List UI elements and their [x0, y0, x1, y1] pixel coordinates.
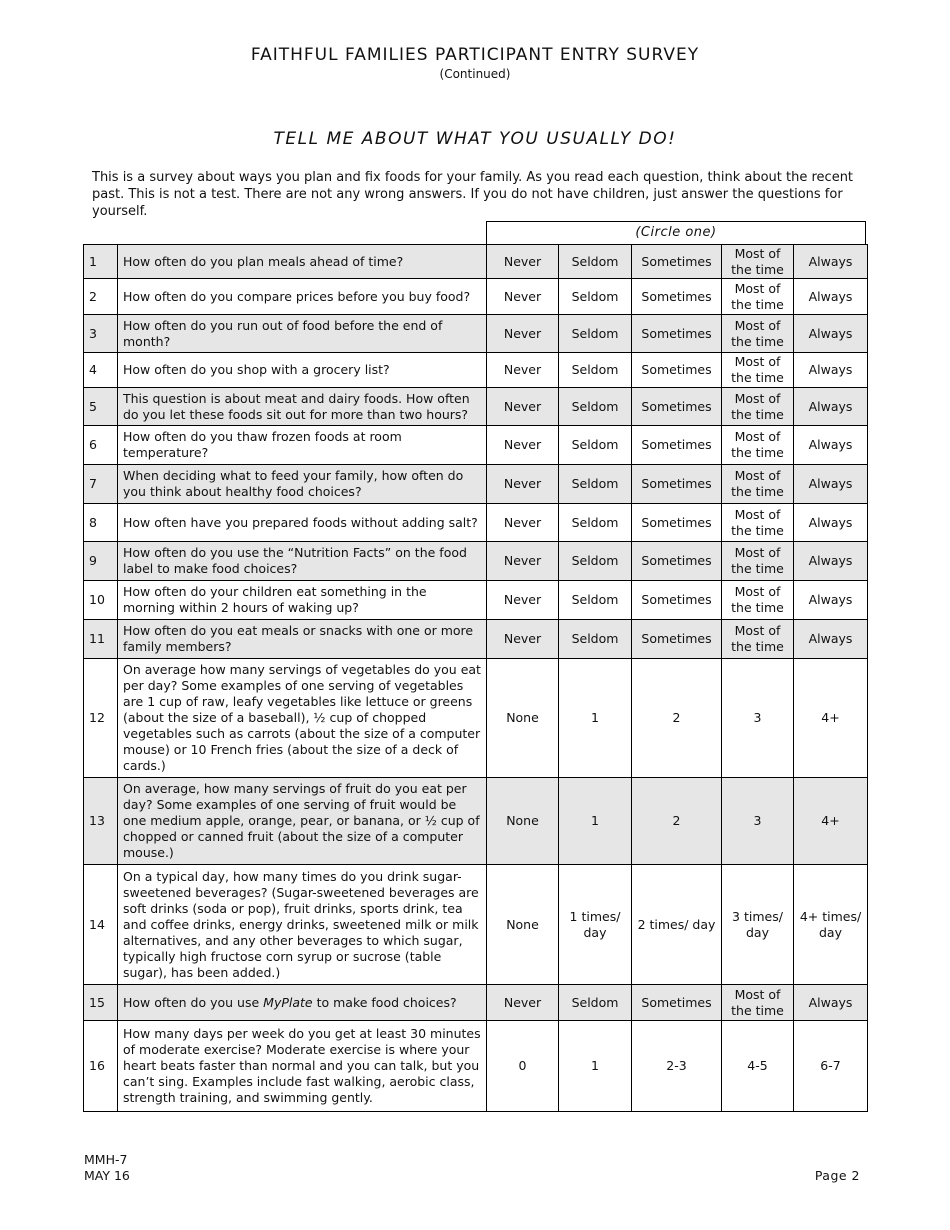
answer-option[interactable]: Most of the time — [722, 542, 794, 581]
footer-form-info — [84, 1152, 130, 1184]
answer-option[interactable]: Seldom — [559, 504, 632, 542]
answer-option[interactable]: 1 — [559, 659, 632, 778]
question-row — [84, 426, 868, 465]
question-text: How often do you thaw frozen foods at room temperature? — [118, 426, 487, 465]
question-row — [84, 504, 868, 542]
answer-option[interactable]: Never — [487, 426, 559, 465]
answer-option[interactable]: Always — [794, 465, 868, 504]
answer-option[interactable]: Seldom — [559, 279, 632, 315]
answer-option[interactable]: Sometimes — [632, 542, 722, 581]
answer-option[interactable]: Most of the time — [722, 279, 794, 315]
answer-option[interactable]: Always — [794, 620, 868, 659]
answer-option[interactable]: Never — [487, 315, 559, 353]
question-row — [84, 659, 868, 778]
question-number: 10 — [84, 581, 118, 620]
question-row — [84, 778, 868, 865]
answer-option[interactable]: Sometimes — [632, 245, 722, 279]
answer-option[interactable]: Most of the time — [722, 465, 794, 504]
question-number: 6 — [84, 426, 118, 465]
answer-option[interactable]: Sometimes — [632, 465, 722, 504]
answer-option[interactable]: Always — [794, 542, 868, 581]
answer-option[interactable]: Never — [487, 353, 559, 388]
answer-option[interactable]: Seldom — [559, 426, 632, 465]
page-number: Page 2 — [814, 1168, 860, 1183]
answer-option[interactable]: Most of the time — [722, 245, 794, 279]
question-number: 16 — [84, 1021, 118, 1112]
answer-option[interactable]: Never — [487, 245, 559, 279]
question-text: How often do you run out of food before the end of month? — [118, 315, 487, 353]
survey-table — [83, 244, 868, 1112]
answer-option[interactable]: Never — [487, 388, 559, 426]
question-number: 7 — [84, 465, 118, 504]
question-row — [84, 353, 868, 388]
answer-option[interactable]: Always — [794, 426, 868, 465]
answer-option[interactable]: 2 — [632, 659, 722, 778]
question-row — [84, 985, 868, 1021]
answer-option[interactable]: 3 — [722, 778, 794, 865]
answer-option[interactable]: Most of the time — [722, 315, 794, 353]
question-text: When deciding what to feed your family, how often do you think about healthy food choices? — [118, 465, 487, 504]
question-row — [84, 245, 868, 279]
question-number: 15 — [84, 985, 118, 1021]
question-number: 1 — [84, 245, 118, 279]
question-number: 3 — [84, 315, 118, 353]
answer-option[interactable]: Most of the time — [722, 426, 794, 465]
answer-option[interactable]: 4+ times/ day — [794, 865, 868, 985]
answer-option[interactable]: 3 — [722, 659, 794, 778]
answer-option[interactable]: Never — [487, 542, 559, 581]
answer-option[interactable]: Most of the time — [722, 504, 794, 542]
answer-option[interactable]: Sometimes — [632, 315, 722, 353]
question-number: 11 — [84, 620, 118, 659]
answer-option[interactable]: 2 times/ day — [632, 865, 722, 985]
circle-one-label: (Circle one) — [486, 221, 866, 244]
answer-option[interactable]: Always — [794, 985, 868, 1021]
answer-option[interactable]: None — [487, 659, 559, 778]
answer-option[interactable]: Always — [794, 581, 868, 620]
answer-option[interactable]: Seldom — [559, 353, 632, 388]
question-number: 9 — [84, 542, 118, 581]
question-text: On a typical day, how many times do you drink sugar-sweetened beverages? (Sugar-sweetened beverages are soft drinks (soda or pop), fruit drinks, sports drink, tea and coffee drinks, energy drinks, sweetened milk or milk alternatives, and any other beverages to which sugar, typically high fructose corn syrup or sucrose (table sugar), has been added.) — [118, 865, 487, 985]
question-row — [84, 620, 868, 659]
question-row — [84, 1021, 868, 1112]
section-heading: TELL ME ABOUT WHAT YOU USUALLY DO! — [273, 129, 677, 149]
question-number: 13 — [84, 778, 118, 865]
answer-option[interactable]: Always — [794, 504, 868, 542]
answer-option[interactable]: Seldom — [559, 245, 632, 279]
question-text-before: How often do you use — [123, 994, 264, 1010]
survey-title: FAITHFUL FAMILIES PARTICIPANT ENTRY SURVEY — [250, 45, 700, 65]
question-row — [84, 315, 868, 353]
answer-option[interactable]: Sometimes — [632, 504, 722, 542]
answer-option[interactable]: 1 times/ day — [559, 865, 632, 985]
answer-option[interactable]: Never — [487, 985, 559, 1021]
answer-option[interactable]: Never — [487, 465, 559, 504]
answer-option[interactable]: Sometimes — [632, 581, 722, 620]
question-text — [118, 985, 487, 1021]
question-row — [84, 581, 868, 620]
form-code: MMH-7 — [84, 1152, 128, 1167]
answer-option[interactable]: Seldom — [559, 542, 632, 581]
answer-option[interactable]: Never — [487, 279, 559, 315]
question-text: How often have you prepared foods without adding salt? — [118, 504, 487, 542]
question-row — [84, 865, 868, 985]
answer-option[interactable]: 1 — [559, 1021, 632, 1112]
question-number: 2 — [84, 279, 118, 315]
answer-option[interactable]: Always — [794, 315, 868, 353]
answer-option[interactable]: 0 — [487, 1021, 559, 1112]
answer-option[interactable]: Most of the time — [722, 620, 794, 659]
question-text: How often do you use the “Nutrition Facts” on the food label to make food choices? — [118, 542, 487, 581]
question-text-emphasis: MyPlate — [263, 994, 313, 1010]
answer-option[interactable]: Sometimes — [632, 426, 722, 465]
answer-option[interactable]: Most of the time — [722, 581, 794, 620]
answer-option[interactable]: Never — [487, 581, 559, 620]
answer-option[interactable]: 2 — [632, 778, 722, 865]
question-text: On average how many servings of vegetables do you eat per day? Some examples of one serving of vegetables are 1 cup of raw, leafy vegetables like lettuce or greens (about the size of a baseball), ½ cup of chopped vegetables such as carrots (about the size of a computer mouse) or 10 French fries (about the size of a deck of cards.) — [118, 659, 487, 778]
answer-option[interactable]: Seldom — [559, 620, 632, 659]
question-text: How often do you eat meals or snacks with one or more family members? — [118, 620, 487, 659]
intro-paragraph: This is a survey about ways you plan and fix foods for your family. As you read each question, think about the recent past. This is not a test. There are not any wrong answers. If you do not have children, just answer the questions for yourself. — [92, 170, 854, 219]
answer-option[interactable]: 1 — [559, 778, 632, 865]
answer-option[interactable]: 4+ — [794, 659, 868, 778]
answer-option[interactable]: Most of the time — [722, 985, 794, 1021]
question-number: 5 — [84, 388, 118, 426]
question-number: 4 — [84, 353, 118, 388]
answer-option[interactable]: None — [487, 778, 559, 865]
answer-option[interactable]: Seldom — [559, 388, 632, 426]
answer-option[interactable]: Sometimes — [632, 985, 722, 1021]
answer-option[interactable]: 6-7 — [794, 1021, 868, 1112]
answer-option[interactable]: Always — [794, 388, 868, 426]
question-text: This question is about meat and dairy foods. How often do you let these foods sit out for more than two hours? — [118, 388, 487, 426]
answer-option[interactable]: Always — [794, 245, 868, 279]
question-number: 12 — [84, 659, 118, 778]
question-text: How often do you shop with a grocery list? — [118, 353, 487, 388]
answer-option[interactable]: 2-3 — [632, 1021, 722, 1112]
question-number: 8 — [84, 504, 118, 542]
question-text-after: to make food choices? — [312, 994, 457, 1010]
answer-option[interactable]: Most of the time — [722, 388, 794, 426]
answer-option[interactable]: Sometimes — [632, 279, 722, 315]
question-row — [84, 388, 868, 426]
survey-rows — [84, 245, 868, 1112]
question-text: How many days per week do you get at least 30 minutes of moderate exercise? Moderate exercise is where your heart beats faster than normal and you can talk, but you can’t sing. Examples include fast walking, aerobic class, strength training, and swimming gently. — [118, 1021, 487, 1112]
question-text: How often do your children eat something in the morning within 2 hours of waking up? — [118, 581, 487, 620]
answer-option[interactable]: None — [487, 865, 559, 985]
answer-option[interactable]: Never — [487, 620, 559, 659]
question-row — [84, 465, 868, 504]
answer-option[interactable]: Never — [487, 504, 559, 542]
answer-option[interactable]: Sometimes — [632, 388, 722, 426]
answer-option[interactable]: Seldom — [559, 581, 632, 620]
answer-option[interactable]: Sometimes — [632, 620, 722, 659]
answer-option[interactable]: Sometimes — [632, 353, 722, 388]
question-text: On average, how many servings of fruit do you eat per day? Some examples of one serving of fruit would be one medium apple, orange, pear, or banana, or ½ cup of chopped or canned fruit (about the size of a computer mouse.) — [118, 778, 487, 865]
question-row — [84, 279, 868, 315]
question-row — [84, 542, 868, 581]
answer-option[interactable]: 4-5 — [722, 1021, 794, 1112]
answer-option[interactable]: 3 times/ day — [722, 865, 794, 985]
answer-option[interactable]: Most of the time — [722, 353, 794, 388]
answer-option[interactable]: 4+ — [794, 778, 868, 865]
survey-subtitle: (Continued) — [439, 67, 511, 81]
answer-option[interactable]: Seldom — [559, 315, 632, 353]
answer-option[interactable]: Always — [794, 353, 868, 388]
question-number: 14 — [84, 865, 118, 985]
form-date: MAY 16 — [84, 1168, 130, 1183]
answer-option[interactable]: Always — [794, 279, 868, 315]
answer-option[interactable]: Seldom — [559, 465, 632, 504]
question-text: How often do you plan meals ahead of time? — [118, 245, 487, 279]
question-text: How often do you compare prices before you buy food? — [118, 279, 487, 315]
answer-option[interactable]: Seldom — [559, 985, 632, 1021]
